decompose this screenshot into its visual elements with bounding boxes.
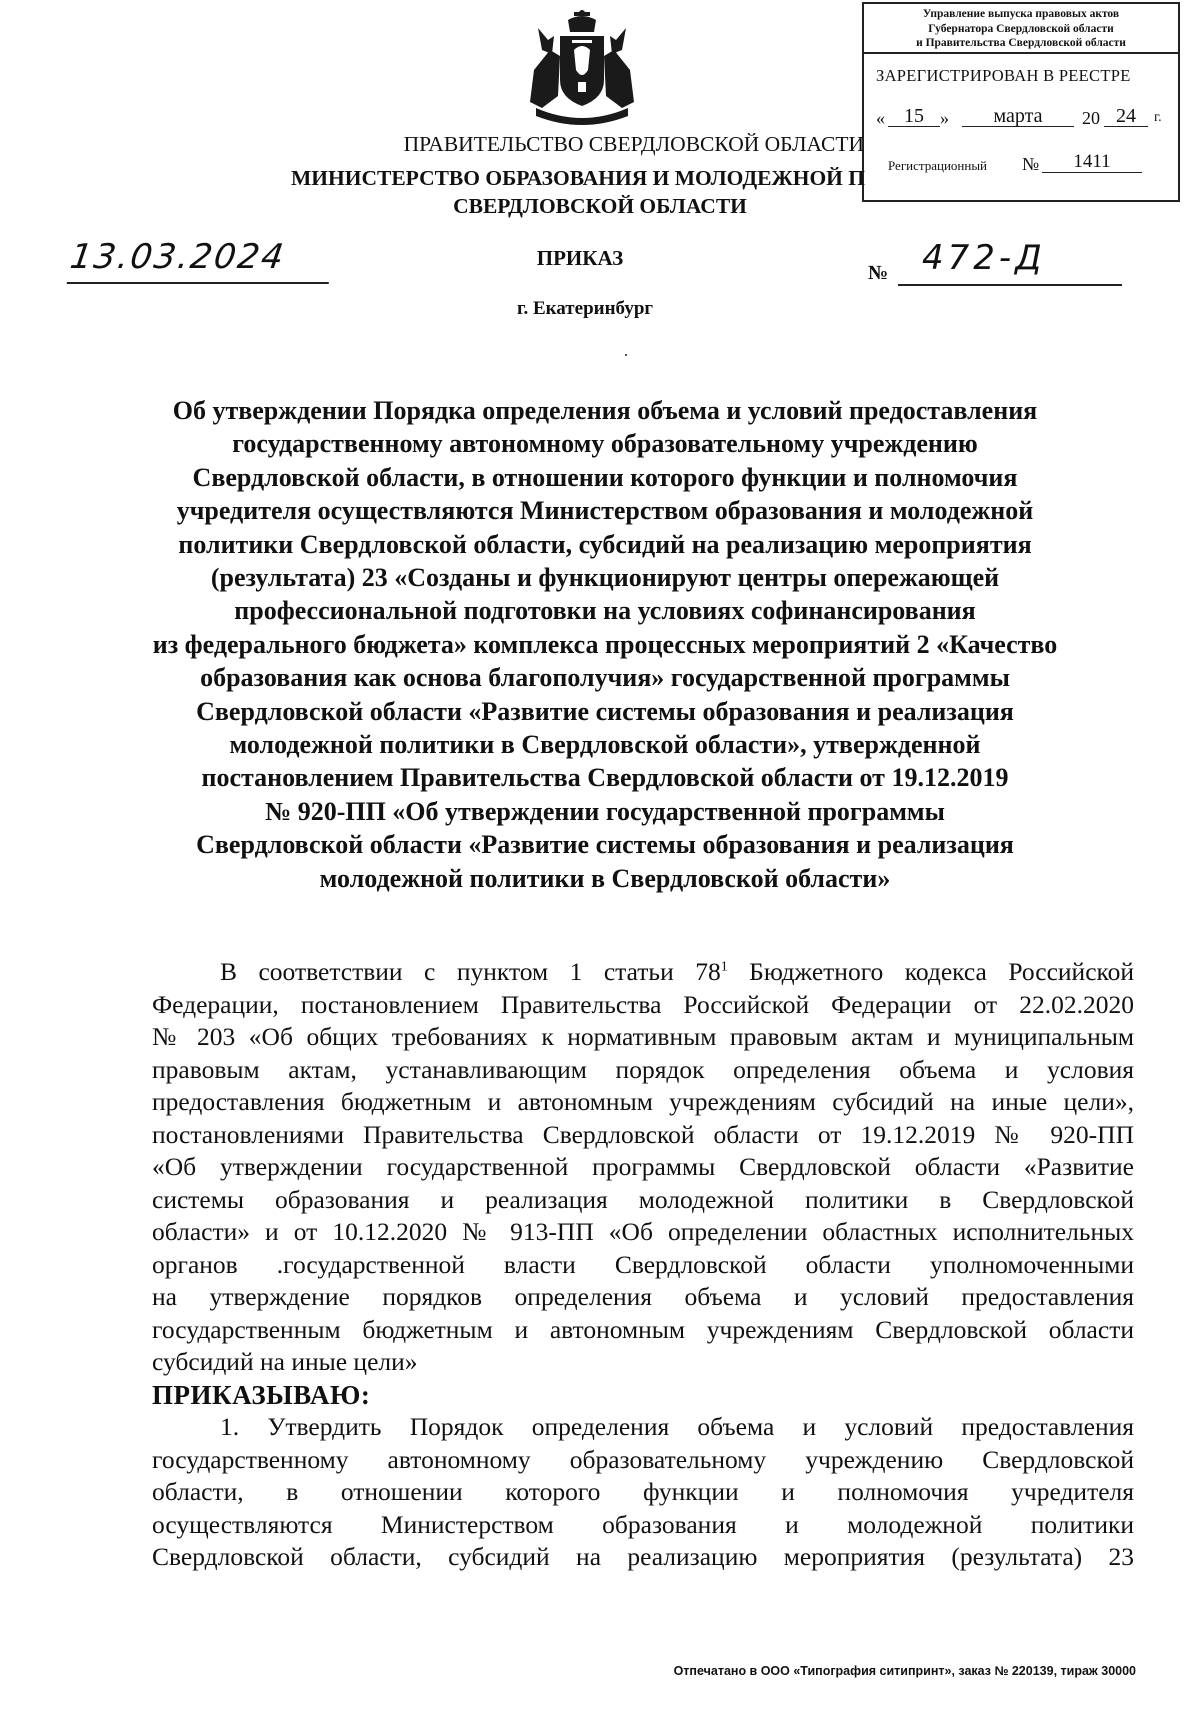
preamble-line: Федерации, постановлением Правительства Российской Федерации от 22.02.2020	[152, 989, 1134, 1019]
preamble-first-line	[152, 956, 1134, 989]
printer-footer: Отпечатано в ООО «Типография ситипринт», заказ № 220139, тираж 30000	[673, 1664, 1136, 1678]
title-line: образования как основа благополучия» государственной программы	[200, 663, 1010, 693]
stamp-reg-number: 1411	[1042, 152, 1142, 173]
title-line: Об утверждении Порядка определения объема и условий предоставления	[172, 396, 1038, 425]
title-line: молодежной политики в Свердловской области», утвержденной	[229, 730, 981, 760]
region-heading: СВЕРДЛОВСКОЙ ОБЛАСТИ	[453, 194, 747, 218]
preamble-line: «Об утверждении государственной программы Свердловской области «Развитие	[152, 1152, 1134, 1181]
stamp-registered-label: ЗАРЕГИСТРИРОВАН В РЕЕСТРЕ	[876, 66, 1131, 85]
stamp-reg-label: Регистрационный	[888, 158, 988, 173]
stamp-year-label: г.	[1154, 110, 1162, 125]
preamble-start: В соответствии с пунктом 1 статьи 78	[220, 957, 721, 986]
stamp-header-line: и Правительства Свердловской области	[916, 37, 1126, 49]
item1-line: 1. Утвердить Порядок определения объема и условий предоставления	[220, 1412, 1134, 1441]
title-line: (результата) 23 «Созданы и функционируют центры опережающей	[210, 563, 1000, 593]
preamble-line: № 203 «Об общих требованиях к нормативным правовым актам и муниципальным	[152, 1022, 1134, 1051]
stamp-day: 15	[888, 106, 940, 127]
speck	[625, 354, 627, 356]
title-line: молодежной политики в Свердловской области»	[319, 863, 891, 893]
preamble-superscript: 1	[720, 959, 728, 975]
stamp-header-line: Губернатора Свердловской области	[928, 22, 1114, 35]
preamble-line: системы образования и реализация молодежной политики в Свердловской	[152, 1184, 1134, 1214]
preamble-line: предоставления бюджетным и автономным учреждениям субсидий на иные цели»,	[152, 1087, 1134, 1116]
preamble-line: органов .государственной власти Свердловской области уполномоченными	[152, 1249, 1134, 1279]
preamble-line: государственным бюджетным и автономным учреждениям Свердловской области	[152, 1314, 1134, 1344]
title-line: № 920-ПП «Об утверждении государственной программы	[265, 796, 945, 826]
government-heading: ПРАВИТЕЛЬСТВО СВЕРДЛОВСКОЙ ОБЛАСТИ	[403, 132, 864, 156]
item1-line: осуществляются Министерством образования и молодежной политики	[152, 1509, 1134, 1539]
stamp-year-suffix: 24	[1104, 106, 1148, 127]
stamp-header-line: Управление выпуска правовых актов	[922, 8, 1120, 20]
stamp-close-quote: »	[940, 108, 949, 128]
document-body	[152, 956, 1134, 1574]
item1-line: Свердловской области, субсидий на реализацию мероприятия (результата) 23	[152, 1542, 1134, 1571]
title-line: Свердловской области, в отношении которого функции и полномочия	[192, 462, 1018, 492]
preamble-line: области» и от 10.12.2020 № 913-ПП «Об определении областных исполнительных	[152, 1217, 1134, 1246]
registration-stamp	[862, 2, 1180, 202]
stamp-date-line	[876, 106, 1176, 132]
title-line: политики Свердловской области, субсидий на реализацию мероприятия	[178, 529, 1032, 559]
stamp-number-sign: №	[1022, 154, 1040, 174]
item1-line: государственному автономному образовательному учреждению Свердловской	[152, 1444, 1134, 1474]
title-line: Свердловской области «Развитие системы образования и реализация	[196, 696, 1014, 726]
stamp-month: марта	[962, 106, 1074, 127]
title-line: государственному автономному образовательному учреждению	[232, 429, 978, 459]
preamble-line: на утверждение порядков определения объема и условий предоставления	[152, 1282, 1134, 1311]
title-line: учредителя осуществляются Министерством образования и молодежной	[176, 496, 1034, 526]
preamble-last-line: субсидий на иные цели»	[152, 1347, 418, 1376]
title-line: постановлением Правительства Свердловской области от 19.12.2019	[201, 763, 1009, 793]
handwritten-date: 13.03.2024	[67, 236, 336, 284]
handwritten-number: 472-Д	[898, 236, 1122, 286]
decree-heading: ПРИКАЗЫВАЮ:	[152, 1379, 371, 1410]
title-line: Свердловской области «Развитие системы образования и реализация	[196, 830, 1014, 860]
title-line: из федерального бюджета» комплекса процессных мероприятий 2 «Качество	[152, 629, 1058, 659]
city-label: г. Екатеринбург	[516, 298, 654, 319]
preamble-line: правовым актам, устанавливающим порядок определения объема и условия	[152, 1054, 1134, 1084]
stamp-header	[864, 4, 1178, 54]
stamp-open-quote: «	[876, 108, 885, 128]
preamble-end: Бюджетного кодекса Российской	[727, 957, 1135, 986]
ministry-heading: МИНИСТЕРСТВО ОБРАЗОВАНИЯ И МОЛОДЕЖНОЙ П	[291, 166, 865, 190]
preamble-line: постановлениями Правительства Свердловской области от 19.12.2019 № 920-ПП	[152, 1119, 1134, 1149]
document-title	[140, 394, 1070, 895]
item1-line: области, в отношении которого функции и полномочия учредителя	[152, 1477, 1134, 1506]
title-line: профессиональной подготовки на условиях софинансирования	[234, 596, 976, 626]
stamp-year-prefix: 20	[1082, 108, 1100, 128]
number-label: №	[868, 262, 889, 284]
doc-type-heading: ПРИКАЗ	[536, 246, 624, 270]
coat-of-arms-icon	[528, 10, 636, 128]
